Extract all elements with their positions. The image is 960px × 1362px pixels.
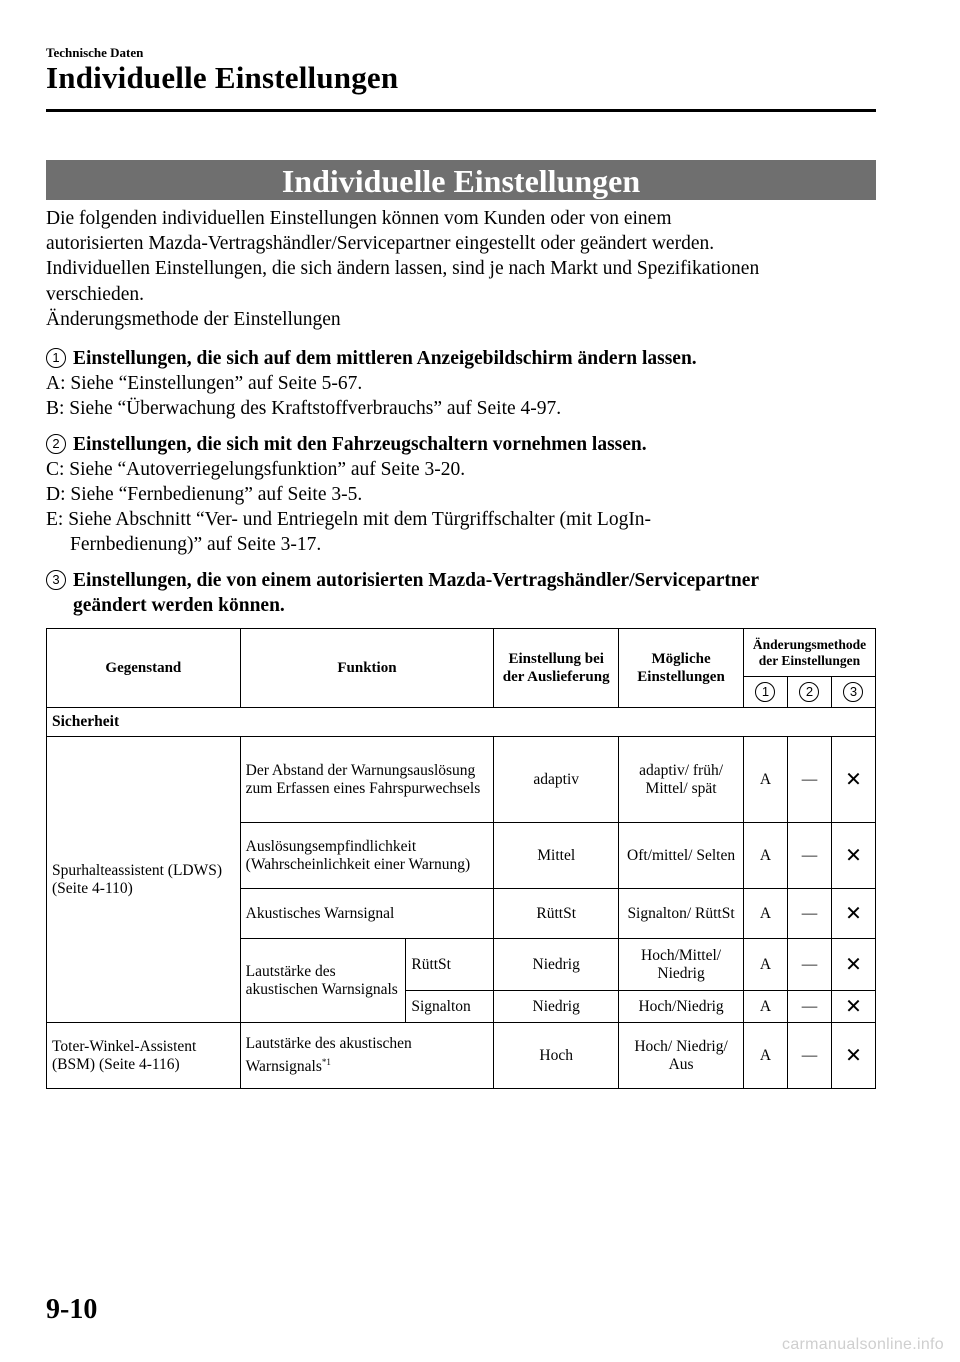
reference-line: E: Siehe Abschnitt “Ver- und Entriegeln mit dem Türgriffschalter (mit LogIn- [46,509,652,531]
options-cell: Hoch/Mittel/ Niedrig [619,939,744,991]
header-function: Funktion [240,629,494,708]
intro-line: Individuellen Einstellungen, die sich ändern lassen, sind je nach Markt und Spezifikationen [46,258,760,280]
cross-icon: ✕ [845,900,862,925]
intro-line: autorisierten Mazda-Vertragshändler/Servicepartner eingestellt oder geändert werden. [46,233,715,255]
footnote-marker: *1 [321,1056,331,1067]
method-3-cell [831,823,875,889]
method-1-cell: A [743,939,787,991]
watermark: carmanualsonline.info [782,1336,944,1353]
default-cell: Niedrig [494,939,619,991]
section-3-heading-line: Einstellungen, die von einem autorisierten Mazda-Vertragshändler/Servicepartner [73,569,760,591]
method-2-cell: — [787,823,831,889]
header-options: Mögliche Einstellungen [619,629,744,708]
method-3-cell [831,939,875,991]
method-2-cell: — [787,889,831,939]
cross-icon: ✕ [845,993,862,1018]
function-cell: Auslösungsempfindlichkeit (Wahrscheinlichkeit einer Warnung) [240,823,494,889]
header-method: Änderungsmethode der Einstellungen [743,629,875,677]
default-cell: Hoch [494,1023,619,1089]
body-text [46,206,876,618]
section-1-heading-text: Einstellungen, die sich auf dem mittleren Anzeigebildschirm ändern lassen. [73,348,697,370]
reference-line: A: Siehe “Einstellungen” auf Seite 5-67. [46,373,363,395]
cross-icon: ✕ [845,842,862,867]
options-cell: adaptiv/ früh/ Mittel/ spät [619,737,744,823]
intro-line: Änderungsmethode der Einstellungen [46,308,341,330]
function-cell: Akustisches Warnsignal [240,889,494,939]
cross-icon: ✕ [845,951,862,976]
section-3-heading [46,568,876,618]
method-3-cell [831,991,875,1023]
method-3-cell [831,1023,875,1089]
method-3-header [831,677,875,708]
method-2-header [787,677,831,708]
intro-line: Die folgenden individuellen Einstellungen können vom Kunden oder von einem [46,208,672,229]
intro-line: verschieden. [46,283,144,305]
cross-icon: ✕ [845,766,862,791]
default-cell: adaptiv [494,737,619,823]
circled-number-2-icon: 2 [799,682,819,702]
bsm-item: Toter-Winkel-Assistent (BSM) (Seite 4-116) [47,1023,241,1089]
method-2-cell: — [787,1023,831,1089]
default-cell: Niedrig [494,991,619,1023]
reference-line: D: Siehe “Fernbedienung” auf Seite 3-5. [46,484,363,506]
circled-number-2-icon: 2 [46,434,66,454]
reference-line: B: Siehe “Überwachung des Kraftstoffverbrauchs” auf Seite 4-97. [46,398,562,420]
circled-number-3-icon: 3 [46,570,66,590]
method-1-cell: A [743,823,787,889]
function-cell [240,1023,494,1089]
header-default: Einstellung bei der Auslieferung [494,629,619,708]
section-label: Technische Daten [46,45,144,60]
section-3-heading-text [73,568,759,618]
section-2-heading-text: Einstellungen, die sich mit den Fahrzeugschaltern vornehmen lassen. [73,433,647,455]
function-cell: Lautstärke des akustischen Warnsignals [240,939,406,1023]
options-cell: Hoch/Niedrig [619,991,744,1023]
reference-line: C: Siehe “Autoverriegelungsfunktion” auf Seite 3-20. [46,458,466,480]
cross-icon: ✕ [845,1042,862,1067]
section-2-heading [46,432,876,457]
method-2-cell: — [787,939,831,991]
settings-table [46,628,876,1089]
method-3-cell [831,889,875,939]
header-rule [46,109,876,112]
method-1-cell: A [743,1023,787,1089]
options-cell: Oft/mittel/ Selten [619,823,744,889]
circled-number-3-icon: 3 [843,682,863,702]
section-1-heading [46,346,876,371]
method-3-cell [831,737,875,823]
ldws-item: Spurhalteassistent (LDWS) (Seite 4-110) [47,737,241,1023]
section-3-heading-line: geändert werden können. [73,594,285,616]
options-cell: Signalton/ RüttSt [619,889,744,939]
default-cell: RüttSt [494,889,619,939]
method-1-header [743,677,787,708]
header-item: Gegenstand [47,629,241,708]
method-2-cell: — [787,991,831,1023]
method-2-cell: — [787,737,831,823]
function-cell: Der Abstand der Warnungsauslösung zum Erfassen eines Fahrspurwechsels [240,737,494,823]
sub-label-cell: RüttSt [406,939,494,991]
function-text: Warnsignals [245,1058,322,1076]
function-text: Lautstärke des akustischen [245,1034,412,1052]
method-1-cell: A [743,991,787,1023]
circled-number-1-icon: 1 [755,682,775,702]
reference-line: Fernbedienung)” auf Seite 3-17. [70,534,322,556]
sub-label-cell: Signalton [406,991,494,1023]
page-number: 9-10 [46,1294,98,1325]
section-banner: Individuelle Einstellungen [46,160,876,200]
page-title: Individuelle Einstellungen [46,60,399,95]
method-1-cell: A [743,737,787,823]
default-cell: Mittel [494,823,619,889]
options-cell: Hoch/ Niedrig/ Aus [619,1023,744,1089]
method-1-cell: A [743,889,787,939]
category-row: Sicherheit [47,708,876,737]
circled-number-1-icon: 1 [46,348,66,368]
